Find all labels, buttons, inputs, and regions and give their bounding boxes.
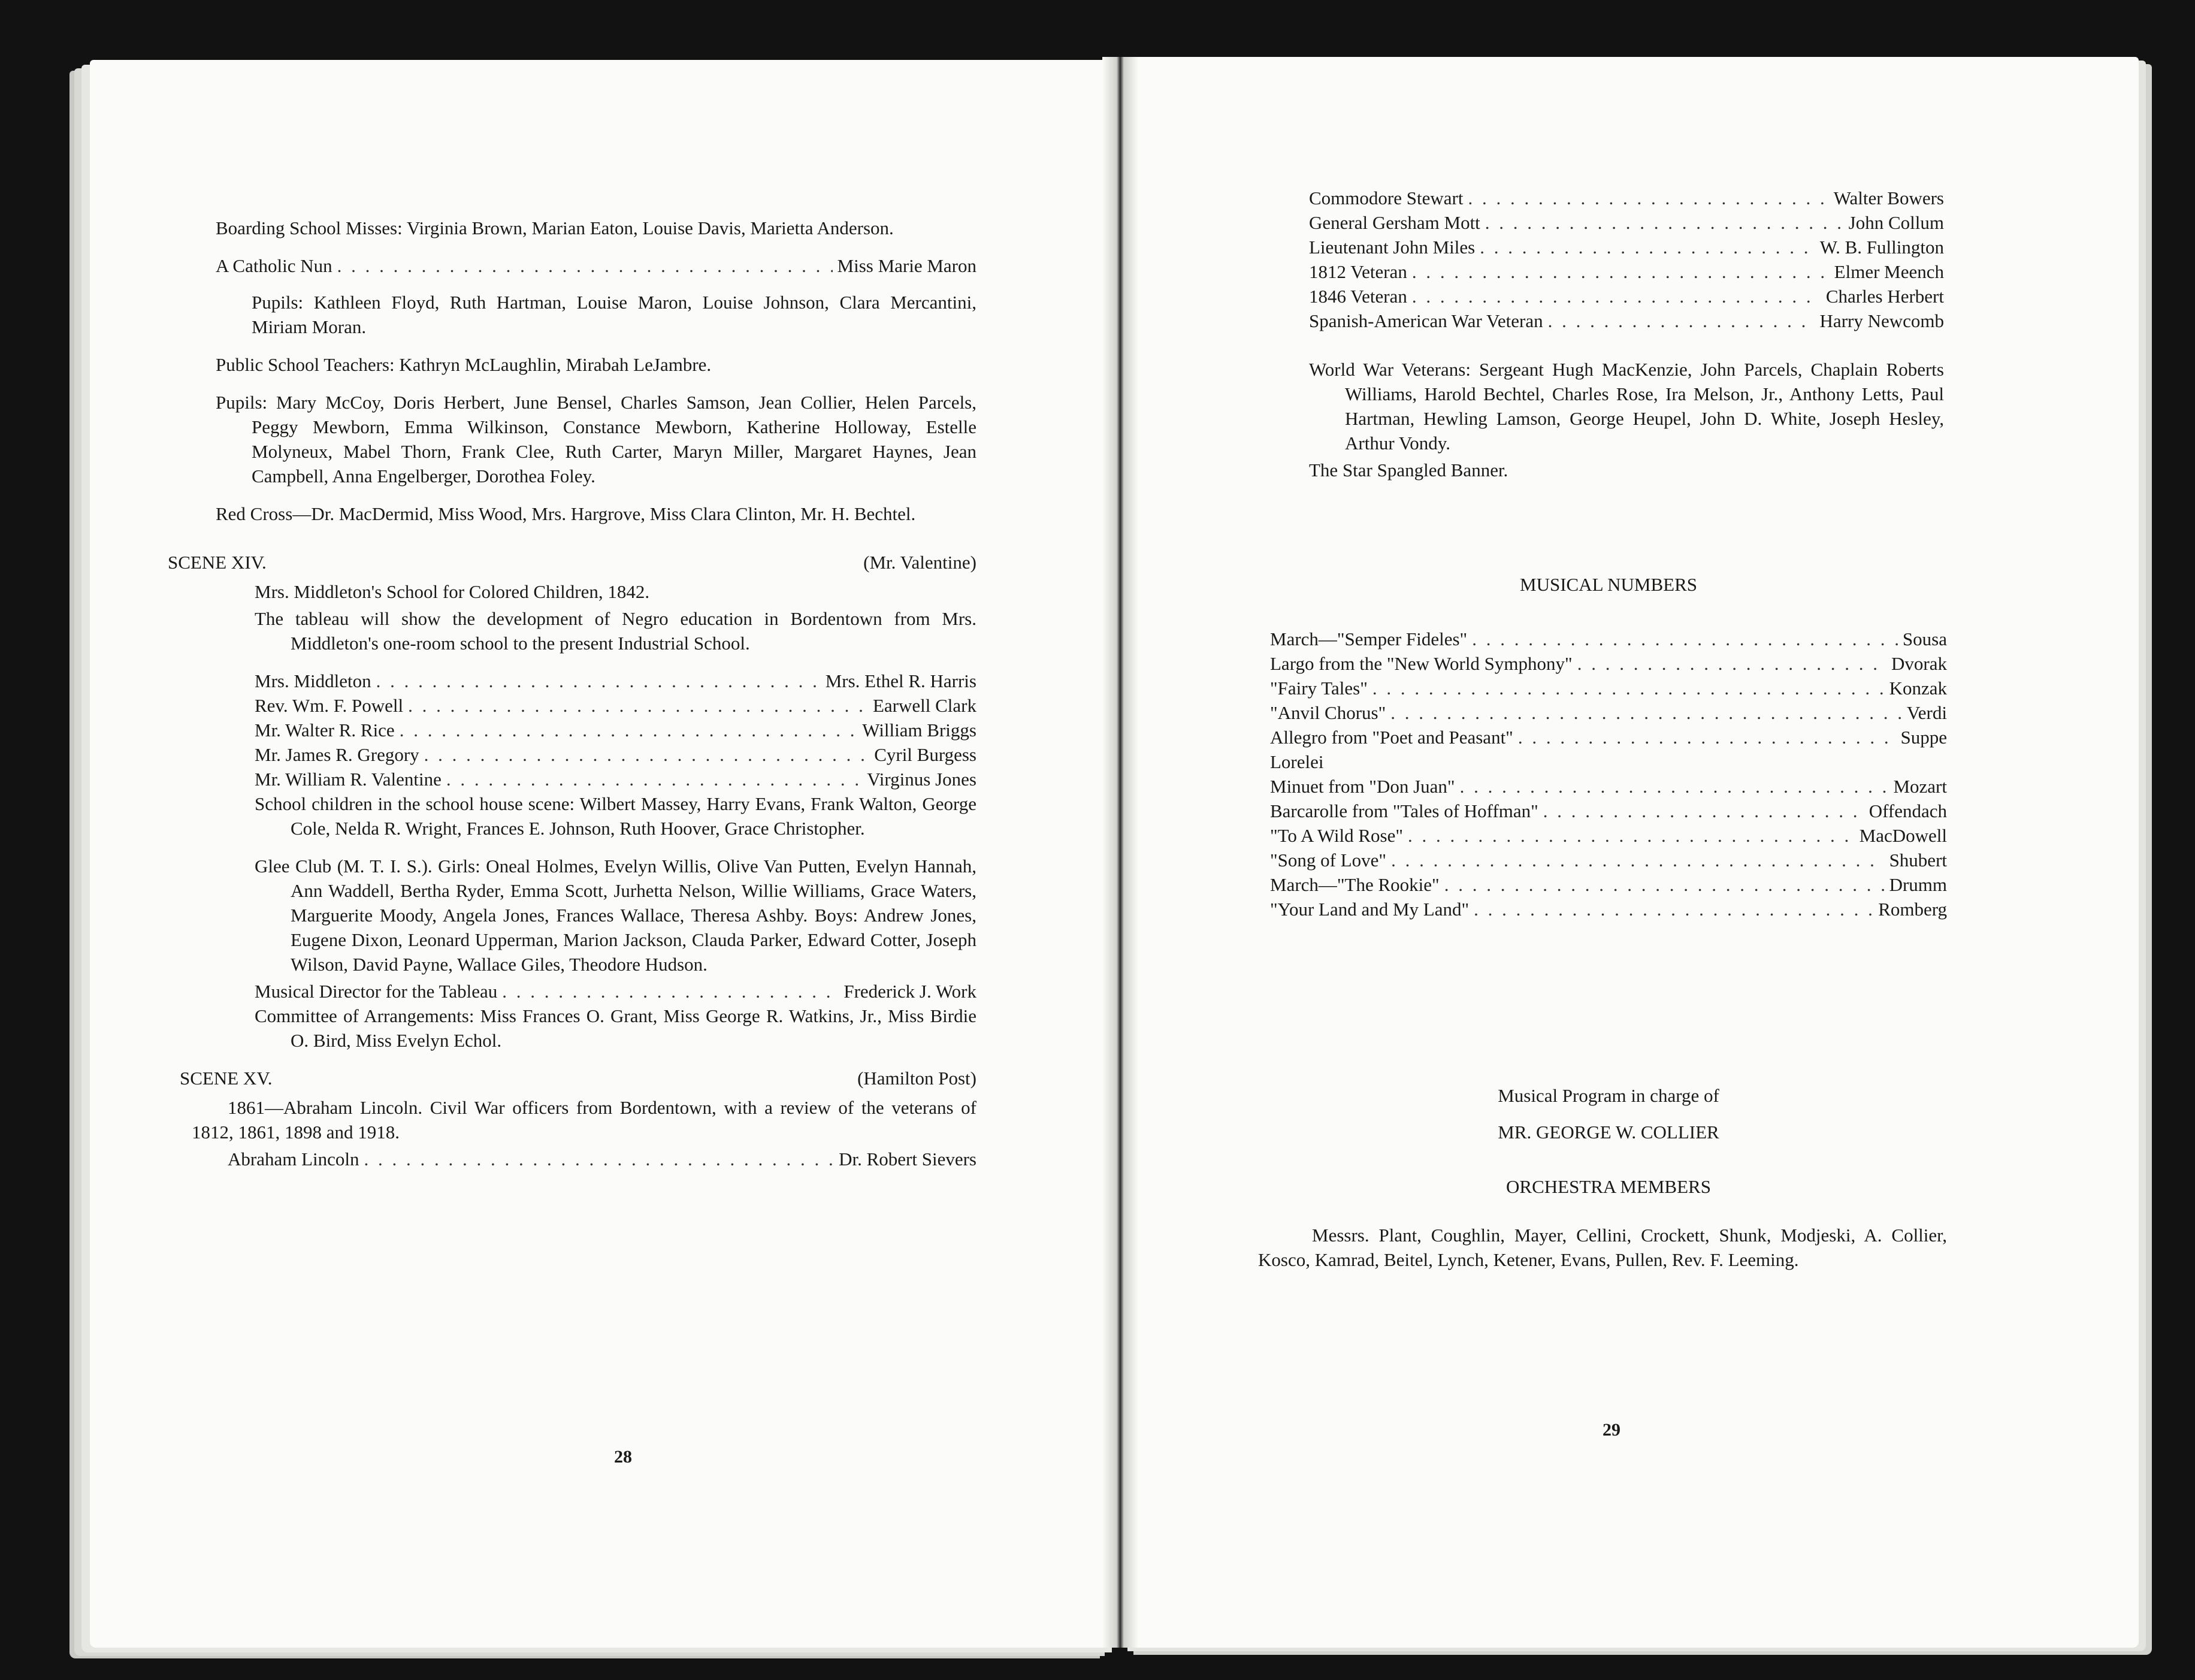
cast-row (255, 693, 976, 718)
cast-actor: Cyril Burgess (874, 744, 976, 765)
dot-leader (408, 693, 868, 718)
orchestra-title: ORCHESTRA MEMBERS (1506, 1176, 1711, 1197)
cast-row (255, 718, 976, 742)
scene-15-description: 1861—Abraham Lincoln. Civil War officers from Bordentown, with a review of the veterans of 1812, 1861, 1898 and 1918. (192, 1097, 976, 1143)
scene-description: The tableau will show the development of Negro education in Bordentown from Mrs. Middleton's one-room school to the present Industrial School. (255, 608, 976, 654)
musical-composer: Romberg (1878, 899, 1947, 920)
cast-actor: Earwell Clark (872, 695, 976, 716)
musical-title: March—"Semper Fideles" (1270, 629, 1468, 649)
cast-actor: Walter Bowers (1833, 188, 1944, 209)
dot-leader (1412, 284, 1821, 309)
nun-pupils-paragraph: Pupils: Kathleen Floyd, Ruth Hartman, Louise Maron, Louise Johnson, Clara Mercantini, Miriam Moran. (252, 292, 976, 337)
musical-title: "Anvil Chorus" (1270, 702, 1386, 723)
musical-number-row (1270, 651, 1947, 676)
musical-number-row (1270, 750, 1947, 774)
dot-leader (1480, 235, 1815, 259)
musical-number-row (1270, 676, 1947, 700)
musical-title: "Your Land and My Land" (1270, 899, 1470, 920)
cast-role: 1846 Veteran (1309, 286, 1407, 307)
cast-role: A Catholic Nun (216, 255, 332, 276)
anthem-line: The Star Spangled Banner. (1309, 460, 1508, 481)
musical-number-row (1270, 897, 1947, 921)
musical-title: "Song of Love" (1270, 850, 1387, 871)
cast-role: Mr. Walter R. Rice (255, 720, 395, 741)
dot-leader (1468, 186, 1828, 210)
musical-title: Minuet from "Don Juan" (1270, 776, 1455, 797)
cast-role: Abraham Lincoln (228, 1149, 359, 1170)
musical-number-row (1270, 799, 1947, 823)
boarding-school-paragraph: Boarding School Misses: Virginia Brown, Marian Eaton, Louise Davis, Marietta Anderson. (216, 217, 894, 238)
dot-leader (1444, 872, 1885, 897)
cast-row (1309, 235, 1944, 259)
dot-leader (1372, 676, 1885, 700)
dot-leader (1408, 823, 1855, 848)
dot-leader (1460, 774, 1889, 799)
musical-title: March—"The Rookie" (1270, 874, 1440, 895)
cast-actor: William Briggs (862, 720, 976, 741)
scene-14-body (255, 579, 976, 1053)
cast-actor: Dr. Robert Sievers (839, 1149, 976, 1170)
dot-leader (364, 1147, 835, 1171)
glee-club-paragraph: Glee Club (M. T. I. S.). Girls: Oneal Holmes, Evelyn Willis, Olive Van Putten, Evelyn Hannah, Ann Waddell, Bertha Ryder, Emma Scott, Jurhetta Nelson, Willie Williams, Grace Waters, Marguerite Moody, Angela Jones, Frances Wallace, Theresa Ashby. Boys: Andrew Jones, Eugene Dixon, Leonard Upperman, Marion Jackson, Clauda Parker, Edward Cotter, Joseph Wilson, David Payne, Wallace Giles, Theodore Hudson. (255, 856, 976, 975)
musical-composer: Verdi (1906, 702, 1947, 723)
cast-row (255, 669, 976, 693)
cast-row (1309, 210, 1944, 235)
musical-title: Lorelei (1270, 751, 1324, 772)
musical-title: "To A Wild Rose" (1270, 825, 1403, 846)
musical-number-row (1270, 823, 1947, 848)
scene-14-cast-list (255, 669, 976, 791)
dot-leader (1577, 651, 1886, 676)
dot-leader (1485, 210, 1844, 235)
school-children-paragraph: School children in the school house scene: Wilbert Massey, Harry Evans, Frank Walton, George Cole, Nelda R. Wright, Frances E. Johnson, Ruth Hoover, Grace Christopher. (255, 793, 976, 839)
dot-leader (502, 979, 839, 1004)
musical-number-row (1270, 872, 1947, 897)
cast-row-lincoln (228, 1147, 976, 1171)
cast-actor: Elmer Meench (1834, 261, 1944, 282)
dot-leader (337, 253, 833, 278)
orchestra-paragraph: Messrs. Plant, Coughlin, Mayer, Cellini, Crockett, Shunk, Modjeski, A. Collier, Kosco, Kamrad, Beitel, Lynch, Ketener, Evans, Pullen, Rev. F. Leeming. (1258, 1225, 1947, 1270)
cast-row (1309, 186, 1944, 210)
cast-role: Mrs. Middleton (255, 670, 371, 691)
dot-leader (376, 669, 821, 693)
musical-composer: Drumm (1889, 874, 1947, 895)
cast-actor: W. B. Fullington (1819, 237, 1944, 258)
cast-role: Musical Director for the Tableau (255, 981, 498, 1002)
dot-leader (424, 742, 870, 767)
cast-actor: Harry Newcomb (1819, 310, 1944, 331)
right-page-content-top (1309, 186, 1944, 495)
scene-subtitle: Mrs. Middleton's School for Colored Children, 1842. (255, 581, 650, 602)
musical-composer: Konzak (1889, 678, 1947, 699)
musical-numbers-title: MUSICAL NUMBERS (1520, 574, 1697, 595)
cast-actor: Mrs. Ethel R. Harris (825, 670, 976, 691)
book-gutter (1102, 57, 1138, 1648)
cast-actor: Charles Herbert (1825, 286, 1944, 307)
scene-14-heading (168, 550, 976, 575)
musical-composer: Mozart (1893, 776, 1947, 797)
right-page-content-music (1258, 572, 1947, 1285)
dot-leader (1412, 259, 1830, 284)
cast-role: General Gersham Mott (1309, 212, 1480, 233)
musical-composer: Dvorak (1891, 653, 1947, 674)
musical-composer: MacDowell (1859, 825, 1947, 846)
cast-actor: Frederick J. Work (843, 981, 976, 1002)
teachers-paragraph: Public School Teachers: Kathryn McLaughlin, Mirabah LeJambre. (216, 354, 712, 375)
musical-composer: Sousa (1902, 629, 1947, 649)
dot-leader (400, 718, 858, 742)
dot-leader (1390, 700, 1902, 725)
dot-leader (1548, 309, 1815, 333)
cast-row (1309, 259, 1944, 284)
pupils-paragraph: Pupils: Mary McCoy, Doris Herbert, June Bensel, Charles Samson, Jean Collier, Helen Parcels, Peggy Mewborn, Emma Wilkinson, Constance Mewborn, Katherine Holloway, Estelle Molyneux, Mabel Thorn, Frank Clee, Ruth Carter, Maryn Miller, Margaret Haynes, Jean Campbell, Anna Engelberger, Dorothea Foley. (216, 392, 976, 487)
musical-number-row (1270, 725, 1947, 750)
cast-role: Rev. Wm. F. Powell (255, 695, 404, 716)
world-war-veterans-paragraph: World War Veterans: Sergeant Hugh MacKenzie, John Parcels, Chaplain Roberts Williams, Harold Bechtel, Charles Rose, Ira Melson, Jr., Anthony Letts, Paul Hartman, Hewling Lamson, George Heupel, John D. White, Joseph Hesley, Arthur Vondy. (1309, 359, 1944, 454)
cast-role: Commodore Stewart (1309, 188, 1464, 209)
cast-role: 1812 Veteran (1309, 261, 1407, 282)
cast-actor: Virginus Jones (867, 769, 976, 790)
cast-actor: John Collum (1848, 212, 1944, 233)
right-cast-list (1309, 186, 1944, 333)
dot-leader (1518, 725, 1896, 750)
musical-number-row (1270, 700, 1947, 725)
cast-actor: Miss Marie Maron (837, 255, 976, 276)
dot-leader (1543, 799, 1864, 823)
cast-row-nun (216, 253, 976, 278)
cast-role: Spanish-American War Veteran (1309, 310, 1543, 331)
musical-number-row (1270, 627, 1947, 651)
red-cross-paragraph: Red Cross—Dr. MacDermid, Miss Wood, Mrs. Hargrove, Miss Clara Clinton, Mr. H. Bechtel. (216, 503, 916, 524)
left-page-content (168, 216, 976, 1171)
committee-paragraph: Committee of Arrangements: Miss Frances O. Grant, Miss George R. Watkins, Jr., Miss Birdie O. Bird, Miss Evelyn Echol. (255, 1005, 976, 1051)
dot-leader (1391, 848, 1884, 872)
page-number-left: 28 (614, 1447, 632, 1467)
musical-composer: Shubert (1889, 850, 1947, 871)
scene-credit: (Hamilton Post) (857, 1068, 976, 1089)
cast-role: Lieutenant John Miles (1309, 237, 1476, 258)
cast-row (255, 767, 976, 791)
program-charge-line: Musical Program in charge of (1498, 1085, 1719, 1106)
dot-leader (1474, 897, 1873, 921)
musical-composer: Suppe (1900, 727, 1947, 748)
musical-composer: Offendach (1869, 800, 1947, 821)
page-number-right: 29 (1603, 1420, 1620, 1440)
cast-role: Mr. William R. Valentine (255, 769, 442, 790)
cast-row (1309, 309, 1944, 333)
dot-leader (446, 767, 862, 791)
musical-title: "Fairy Tales" (1270, 678, 1368, 699)
cast-role: Mr. James R. Gregory (255, 744, 419, 765)
musical-number-row (1270, 848, 1947, 872)
scene-credit: (Mr. Valentine) (863, 552, 976, 573)
scene-title: SCENE XIV. (168, 552, 267, 573)
scene-15-heading (180, 1066, 976, 1090)
dot-leader (1472, 627, 1898, 651)
cast-row (255, 742, 976, 767)
cast-row (1309, 284, 1944, 309)
musical-numbers-list (1270, 627, 1947, 921)
musical-title: Largo from the "New World Symphony" (1270, 653, 1573, 674)
musical-title: Barcarolle from "Tales of Hoffman" (1270, 800, 1538, 821)
musical-title: Allegro from "Poet and Peasant" (1270, 727, 1513, 748)
program-director: MR. GEORGE W. COLLIER (1498, 1122, 1719, 1143)
musical-number-row (1270, 774, 1947, 799)
cast-row-musical-director (255, 979, 976, 1004)
scene-title: SCENE XV. (180, 1068, 273, 1089)
